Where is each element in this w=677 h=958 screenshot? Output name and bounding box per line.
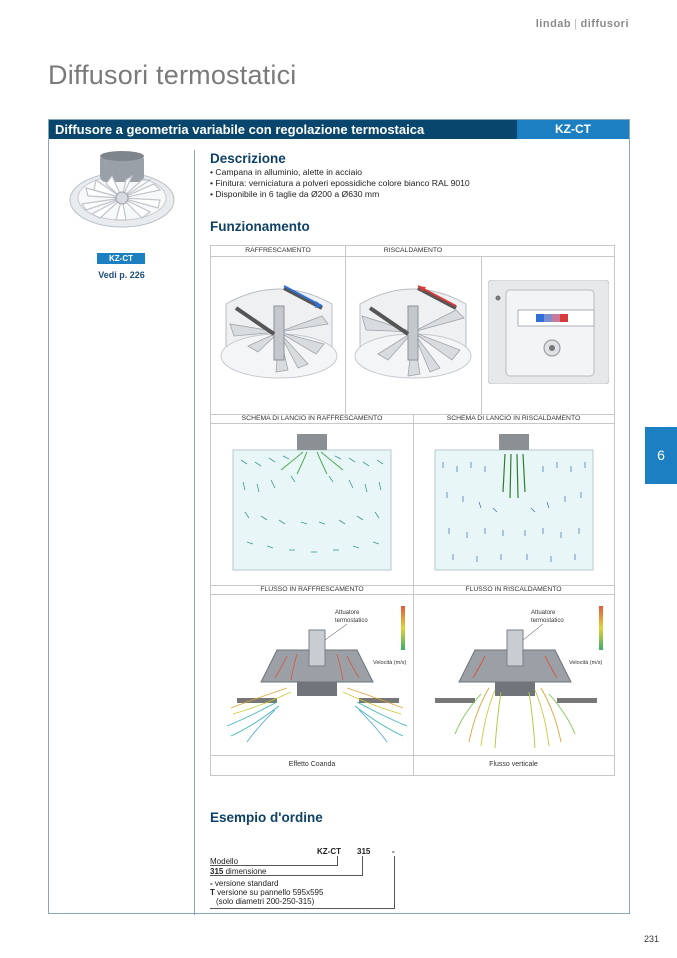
descrizione-list xyxy=(210,167,470,200)
caption-flusso-raffrescamento: FLUSSO IN RAFFRESCAMENTO xyxy=(260,586,364,593)
descrizione-heading: Descrizione xyxy=(210,151,286,166)
order-t-label: versione su pannello 595x595 xyxy=(217,888,324,897)
caption-flusso-riscaldamento: FLUSSO IN RISCALDAMENTO xyxy=(465,586,562,593)
chapter-tab[interactable]: 6 xyxy=(645,427,677,484)
product-frame xyxy=(48,119,630,914)
order-example xyxy=(210,847,430,915)
order-code: KZ-CT xyxy=(317,847,341,856)
order-std-label: versione standard xyxy=(214,879,279,888)
heating-flow-diagram xyxy=(419,602,611,752)
cooling-throw-pattern xyxy=(231,432,393,572)
list-item: • Disponibile in 6 taglie da Ø200 a Ø630 mm xyxy=(210,189,380,199)
actuator-label-line1: Attuatore xyxy=(335,610,360,616)
caption-effetto-coanda: Effetto Coanda xyxy=(288,761,336,768)
funzionamento-heading: Funzionamento xyxy=(210,219,310,234)
heating-diffuser-illustration xyxy=(352,276,474,386)
actuator-label-line2: termostatico xyxy=(335,618,368,624)
product-badge: KZ-CT xyxy=(97,253,145,264)
esempio-heading: Esempio d'ordine xyxy=(210,810,323,825)
column-divider xyxy=(194,150,195,915)
caption-flusso-verticale: Flusso verticale xyxy=(489,761,538,768)
list-item: • Campana in alluminio, alette in acciaio xyxy=(210,167,363,177)
product-code: KZ-CT xyxy=(517,120,629,139)
order-dash: - xyxy=(392,847,395,856)
see-page-link[interactable]: Vedi p. 226 xyxy=(98,270,145,280)
actuator-label-line1: Attuatore xyxy=(531,610,556,616)
order-dim-label: dimensione xyxy=(225,867,267,876)
order-t-note: (solo diametri 200-250-315) xyxy=(216,897,315,906)
list-item: • Finitura: verniciatura a polveri epossidiche colore bianco RAL 9010 xyxy=(210,178,470,188)
heating-throw-pattern xyxy=(433,432,595,572)
actuator-label-line2: termostatico xyxy=(531,618,564,624)
page-title: Diffusori termostatici xyxy=(48,60,297,90)
page-number: 231 xyxy=(643,934,659,944)
product-bar xyxy=(49,120,629,139)
caption-schema-riscaldamento: SCHEMA DI LANCIO IN RISCALDAMENTO xyxy=(446,415,581,422)
velocity-label: Velocità (m/s) xyxy=(373,660,407,666)
cooling-flow-diagram xyxy=(217,602,409,752)
caption-schema-raffrescamento: SCHEMA DI LANCIO IN RAFFRESCAMENTO xyxy=(241,415,383,422)
section-name: diffusori xyxy=(580,18,629,30)
order-dim-value: 315 xyxy=(210,867,224,876)
thermostat-panel-photo xyxy=(488,280,609,384)
brand-name: lindab xyxy=(535,18,572,30)
diffuser-photo xyxy=(66,150,178,232)
caption-raffrescamento: RAFFRESCAMENTO xyxy=(245,247,311,254)
order-t-key: T xyxy=(210,888,215,897)
order-size: 315 xyxy=(357,847,371,856)
cooling-diffuser-illustration xyxy=(218,276,340,386)
velocity-label: Velocità (m/s) xyxy=(569,660,603,666)
product-bar-title: Diffusore a geometria variabile con regolazione termostaica xyxy=(49,120,517,139)
caption-riscaldamento: RISCALDAMENTO xyxy=(383,247,443,254)
brand-header: lindab | diffusori xyxy=(535,18,629,30)
figure-table xyxy=(210,245,615,776)
order-std-key: - xyxy=(210,879,213,888)
order-modello-label: Modello xyxy=(210,857,239,866)
